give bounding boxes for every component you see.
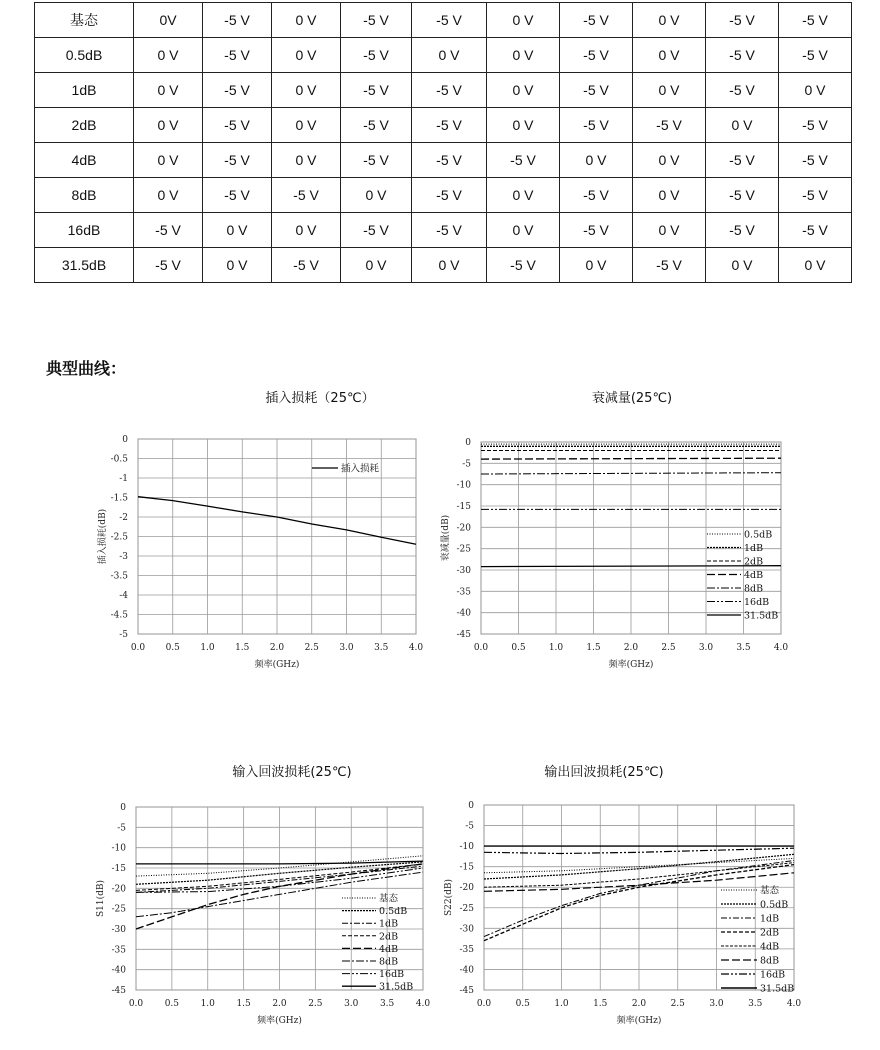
chart-title: 衰减量(25℃) [591, 391, 673, 406]
table-row [35, 178, 852, 213]
table-cell: 0 V [560, 248, 633, 283]
legend-entry: 0.5dB [744, 529, 773, 541]
legend-entry: 16dB [744, 597, 770, 608]
table-cell: -5 V [341, 213, 412, 248]
row-header-cell: 16dB [35, 213, 134, 248]
table-cell: 0 V [272, 143, 341, 178]
y-tick-label: -30 [459, 924, 474, 935]
legend-entry: 基态 [760, 885, 780, 897]
x-tick-label: 2.0 [631, 999, 647, 1009]
x-axis-label: 频率(GHz) [608, 660, 654, 670]
x-tick-label: 0.5 [164, 999, 180, 1009]
row-header-cell: 4dB [35, 143, 134, 178]
x-tick-label: 1.0 [554, 999, 569, 1009]
x-tick-label: 0.0 [128, 999, 144, 1009]
x-tick-label: 2.0 [272, 999, 287, 1009]
table-cell: -5 V [779, 3, 852, 38]
table-cell: 0 V [272, 38, 341, 73]
table-cell: 0 V [272, 108, 341, 143]
table-cell: -5 V [560, 38, 633, 73]
legend-entry: 1dB [379, 918, 399, 930]
y-tick-label: -45 [459, 986, 474, 996]
x-tick-label: 1.5 [235, 643, 250, 653]
x-tick-label: 0.0 [130, 643, 146, 653]
y-axis-label: 插入损耗(dB) [98, 508, 108, 565]
y-axis-label: S22(dB) [444, 878, 454, 917]
table-row [35, 73, 852, 108]
x-tick-label: 0.0 [476, 999, 492, 1009]
table-cell: -5 V [341, 73, 412, 108]
y-tick-label: -20 [111, 884, 126, 895]
row-header-cell: 1dB [35, 73, 134, 108]
table-cell: 0 V [134, 178, 203, 213]
y-tick-label: -3 [119, 552, 128, 562]
x-tick-label: 3.0 [339, 643, 354, 653]
y-tick-label: -45 [456, 630, 471, 640]
table-cell: -5 V [412, 108, 487, 143]
y-tick-label: -15 [459, 862, 474, 873]
table-cell: 0 V [341, 178, 412, 213]
x-tick-label: 1.5 [236, 999, 251, 1009]
table-cell: -5 V [560, 108, 633, 143]
x-tick-label: 3.5 [748, 999, 763, 1009]
legend-entry: 31.5dB [744, 610, 779, 622]
y-tick-label: -10 [456, 480, 471, 491]
table-cell: 0 V [633, 3, 706, 38]
table-row [35, 3, 852, 38]
x-tick-label: 0.0 [473, 643, 489, 653]
table-cell: -5 V [706, 3, 779, 38]
table-cell: -5 V [412, 213, 487, 248]
section-title: 典型曲线： [46, 359, 127, 378]
truth-table [34, 2, 852, 283]
x-tick-label: 4.0 [415, 999, 431, 1009]
table-cell: -5 V [779, 143, 852, 178]
x-tick-label: 2.0 [623, 643, 639, 653]
y-tick-label: -5 [465, 821, 474, 832]
x-tick-label: 2.5 [308, 999, 323, 1009]
x-tick-label: 0.5 [165, 643, 180, 653]
table-cell: 0 V [134, 73, 203, 108]
y-tick-label: -2.5 [110, 532, 128, 543]
row-header-cell: 0.5dB [35, 38, 134, 73]
y-tick-label: -2 [119, 513, 128, 523]
table-cell: 0 V [487, 213, 560, 248]
y-axis-label: 衰减量(dB) [441, 514, 451, 562]
table-cell: -5 V [203, 38, 272, 73]
table-cell: 0 V [203, 213, 272, 248]
x-tick-label: 2.5 [670, 999, 685, 1009]
legend-entry: 4dB [760, 941, 780, 953]
legend-entry: 基态 [379, 893, 399, 905]
legend-entry: 4dB [379, 943, 399, 955]
x-tick-label: 2.5 [661, 643, 676, 653]
table-cell: 0 V [633, 178, 706, 213]
table-cell: -5 V [412, 178, 487, 213]
table-cell: 0 V [487, 3, 560, 38]
table-cell: 0 V [134, 143, 203, 178]
y-tick-label: -20 [459, 883, 474, 894]
table-cell: -5 V [203, 3, 272, 38]
legend-entry: 8dB [379, 956, 399, 968]
x-tick-label: 2.5 [304, 643, 319, 653]
table-cell: -5 V [203, 73, 272, 108]
legend-entry: 2dB [760, 927, 780, 939]
y-tick-label: -45 [111, 986, 126, 996]
table-cell: -5 V [341, 108, 412, 143]
y-tick-label: 0 [120, 803, 126, 813]
y-tick-label: -40 [111, 965, 126, 976]
y-tick-label: -1.5 [110, 493, 128, 504]
table-cell: -5 V [779, 38, 852, 73]
table-cell: -5 V [487, 143, 560, 178]
table-cell: 0 V [412, 248, 487, 283]
table-cell: -5 V [633, 108, 706, 143]
table-cell: 0 V [341, 248, 412, 283]
table-row [35, 248, 852, 283]
table-cell: -5 V [487, 248, 560, 283]
x-axis-label: 频率(GHz) [257, 1016, 302, 1026]
series-line-31.5dB [481, 566, 781, 567]
table-cell: 0V [134, 3, 203, 38]
table-cell: -5 V [779, 178, 852, 213]
table-cell: -5 V [412, 3, 487, 38]
table-cell: -5 V [560, 3, 633, 38]
x-tick-label: 1.5 [593, 999, 608, 1009]
legend-entry: 1dB [760, 913, 780, 925]
table-cell: -5 V [560, 213, 633, 248]
table-cell: 0 V [633, 38, 706, 73]
chart-title: 输入回波损耗(25℃) [232, 765, 352, 780]
y-tick-label: -10 [111, 843, 126, 854]
y-tick-label: -35 [456, 587, 471, 598]
table-cell: 0 V [779, 73, 852, 108]
legend-entry: 0.5dB [379, 906, 408, 918]
table-cell: 0 V [706, 248, 779, 283]
y-tick-label: -10 [459, 842, 474, 853]
table-cell: -5 V [560, 73, 633, 108]
y-tick-label: -40 [456, 608, 471, 619]
table-row [35, 38, 852, 73]
y-tick-label: -5 [119, 630, 128, 640]
table-cell: -5 V [203, 178, 272, 213]
x-tick-label: 4.0 [408, 643, 424, 653]
table-cell: -5 V [341, 38, 412, 73]
x-tick-label: 1.0 [200, 999, 215, 1009]
legend-entry: 0.5dB [760, 899, 789, 911]
series-line-4dB [481, 458, 781, 459]
row-header-cell: 31.5dB [35, 248, 134, 283]
table-cell: 0 V [134, 108, 203, 143]
legend-entry: 4dB [744, 570, 764, 581]
table-cell: -5 V [134, 213, 203, 248]
chart-s11 [96, 754, 436, 1040]
legend-entry: 2dB [744, 556, 764, 568]
chart-title: 输出回波损耗(25℃) [544, 765, 664, 780]
row-header-cell: 8dB [35, 178, 134, 213]
y-axis-label: S11(dB) [96, 879, 106, 918]
chart-attenuation [432, 380, 792, 680]
x-tick-label: 4.0 [786, 999, 802, 1009]
y-tick-label: -25 [459, 903, 474, 914]
y-tick-label: -35 [111, 945, 126, 956]
chart-title: 插入损耗（25℃） [265, 391, 375, 406]
y-tick-label: -0.5 [110, 454, 128, 465]
table-cell: 0 V [487, 73, 560, 108]
x-tick-label: 0.5 [515, 999, 530, 1009]
legend-entry: 16dB [760, 969, 786, 981]
legend-entry: 16dB [379, 969, 405, 981]
x-tick-label: 3.5 [736, 643, 751, 653]
y-tick-label: -1 [119, 474, 128, 484]
table-cell: -5 V [412, 73, 487, 108]
table-cell: 0 V [633, 73, 706, 108]
table-cell: -5 V [706, 73, 779, 108]
table-cell: -5 V [272, 178, 341, 213]
x-tick-label: 1.0 [200, 643, 215, 653]
legend-entry: 插入损耗 [341, 463, 380, 475]
x-tick-label: 0.5 [511, 643, 526, 653]
table-cell: 0 V [203, 248, 272, 283]
table-cell: -5 V [203, 143, 272, 178]
table-cell: 0 V [272, 213, 341, 248]
y-tick-label: -25 [456, 544, 471, 555]
table-cell: -5 V [706, 143, 779, 178]
table-cell: 0 V [487, 38, 560, 73]
y-tick-label: -4 [119, 591, 128, 601]
legend-entry: 31.5dB [760, 983, 795, 995]
table-cell: 0 V [272, 73, 341, 108]
table-cell: 0 V [706, 108, 779, 143]
row-header-cell: 2dB [35, 108, 134, 143]
y-tick-label: -20 [456, 523, 471, 534]
table-cell: -5 V [706, 38, 779, 73]
table-cell: -5 V [272, 248, 341, 283]
legend-entry: 31.5dB [379, 981, 414, 993]
chart-insertion-loss [90, 380, 435, 680]
x-axis-label: 频率(GHz) [616, 1016, 662, 1026]
x-tick-label: 3.5 [374, 643, 389, 653]
table-cell: 0 V [134, 38, 203, 73]
table-row [35, 143, 852, 178]
table-cell: 0 V [633, 143, 706, 178]
table-cell: -5 V [560, 178, 633, 213]
y-tick-label: -30 [111, 925, 126, 935]
y-tick-label: -35 [459, 944, 474, 955]
y-tick-label: -5 [117, 823, 126, 834]
table-cell: 0 V [487, 178, 560, 213]
x-tick-label: 3.0 [709, 999, 724, 1009]
x-tick-label: 3.5 [379, 999, 395, 1009]
table-cell: -5 V [412, 143, 487, 178]
table-cell: 0 V [272, 3, 341, 38]
y-tick-label: -40 [459, 965, 474, 976]
table-cell: -5 V [203, 108, 272, 143]
table-cell: 0 V [779, 248, 852, 283]
x-tick-label: 2.0 [269, 643, 285, 653]
y-tick-label: -15 [456, 502, 471, 512]
y-tick-label: -25 [111, 904, 126, 915]
y-tick-label: -30 [456, 566, 471, 576]
table-cell: 0 V [487, 108, 560, 143]
table-cell: 0 V [560, 143, 633, 178]
x-tick-label: 4.0 [773, 643, 789, 653]
y-tick-label: 0 [122, 435, 128, 445]
x-axis-label: 频率(GHz) [254, 660, 300, 670]
table-cell: -5 V [706, 178, 779, 213]
table-row [35, 213, 852, 248]
legend-entry: 2dB [379, 931, 399, 943]
y-tick-label: -4.5 [110, 610, 128, 621]
y-tick-label: 0 [468, 801, 474, 811]
table-cell: -5 V [633, 248, 706, 283]
x-tick-label: 1.0 [548, 643, 564, 653]
chart-s22 [436, 754, 806, 1040]
y-tick-label: -3.5 [110, 571, 128, 582]
table-cell: 0 V [633, 213, 706, 248]
legend-entry: 8dB [744, 583, 764, 595]
row-header-cell: 基态 [35, 3, 134, 38]
x-tick-label: 1.5 [586, 643, 601, 653]
y-tick-label: -5 [462, 459, 471, 470]
legend-entry: 1dB [744, 543, 764, 554]
legend-entry: 8dB [760, 955, 780, 967]
x-tick-label: 3.0 [344, 999, 359, 1009]
y-tick-label: 0 [465, 438, 471, 448]
table-row [35, 108, 852, 143]
table-cell: 0 V [412, 38, 487, 73]
table-cell: -5 V [779, 213, 852, 248]
y-tick-label: -15 [111, 864, 126, 874]
table-cell: -5 V [706, 213, 779, 248]
table-cell: -5 V [779, 108, 852, 143]
table-cell: -5 V [134, 248, 203, 283]
x-tick-label: 3.0 [698, 643, 714, 653]
table-cell: -5 V [341, 143, 412, 178]
table-cell: -5 V [341, 3, 412, 38]
